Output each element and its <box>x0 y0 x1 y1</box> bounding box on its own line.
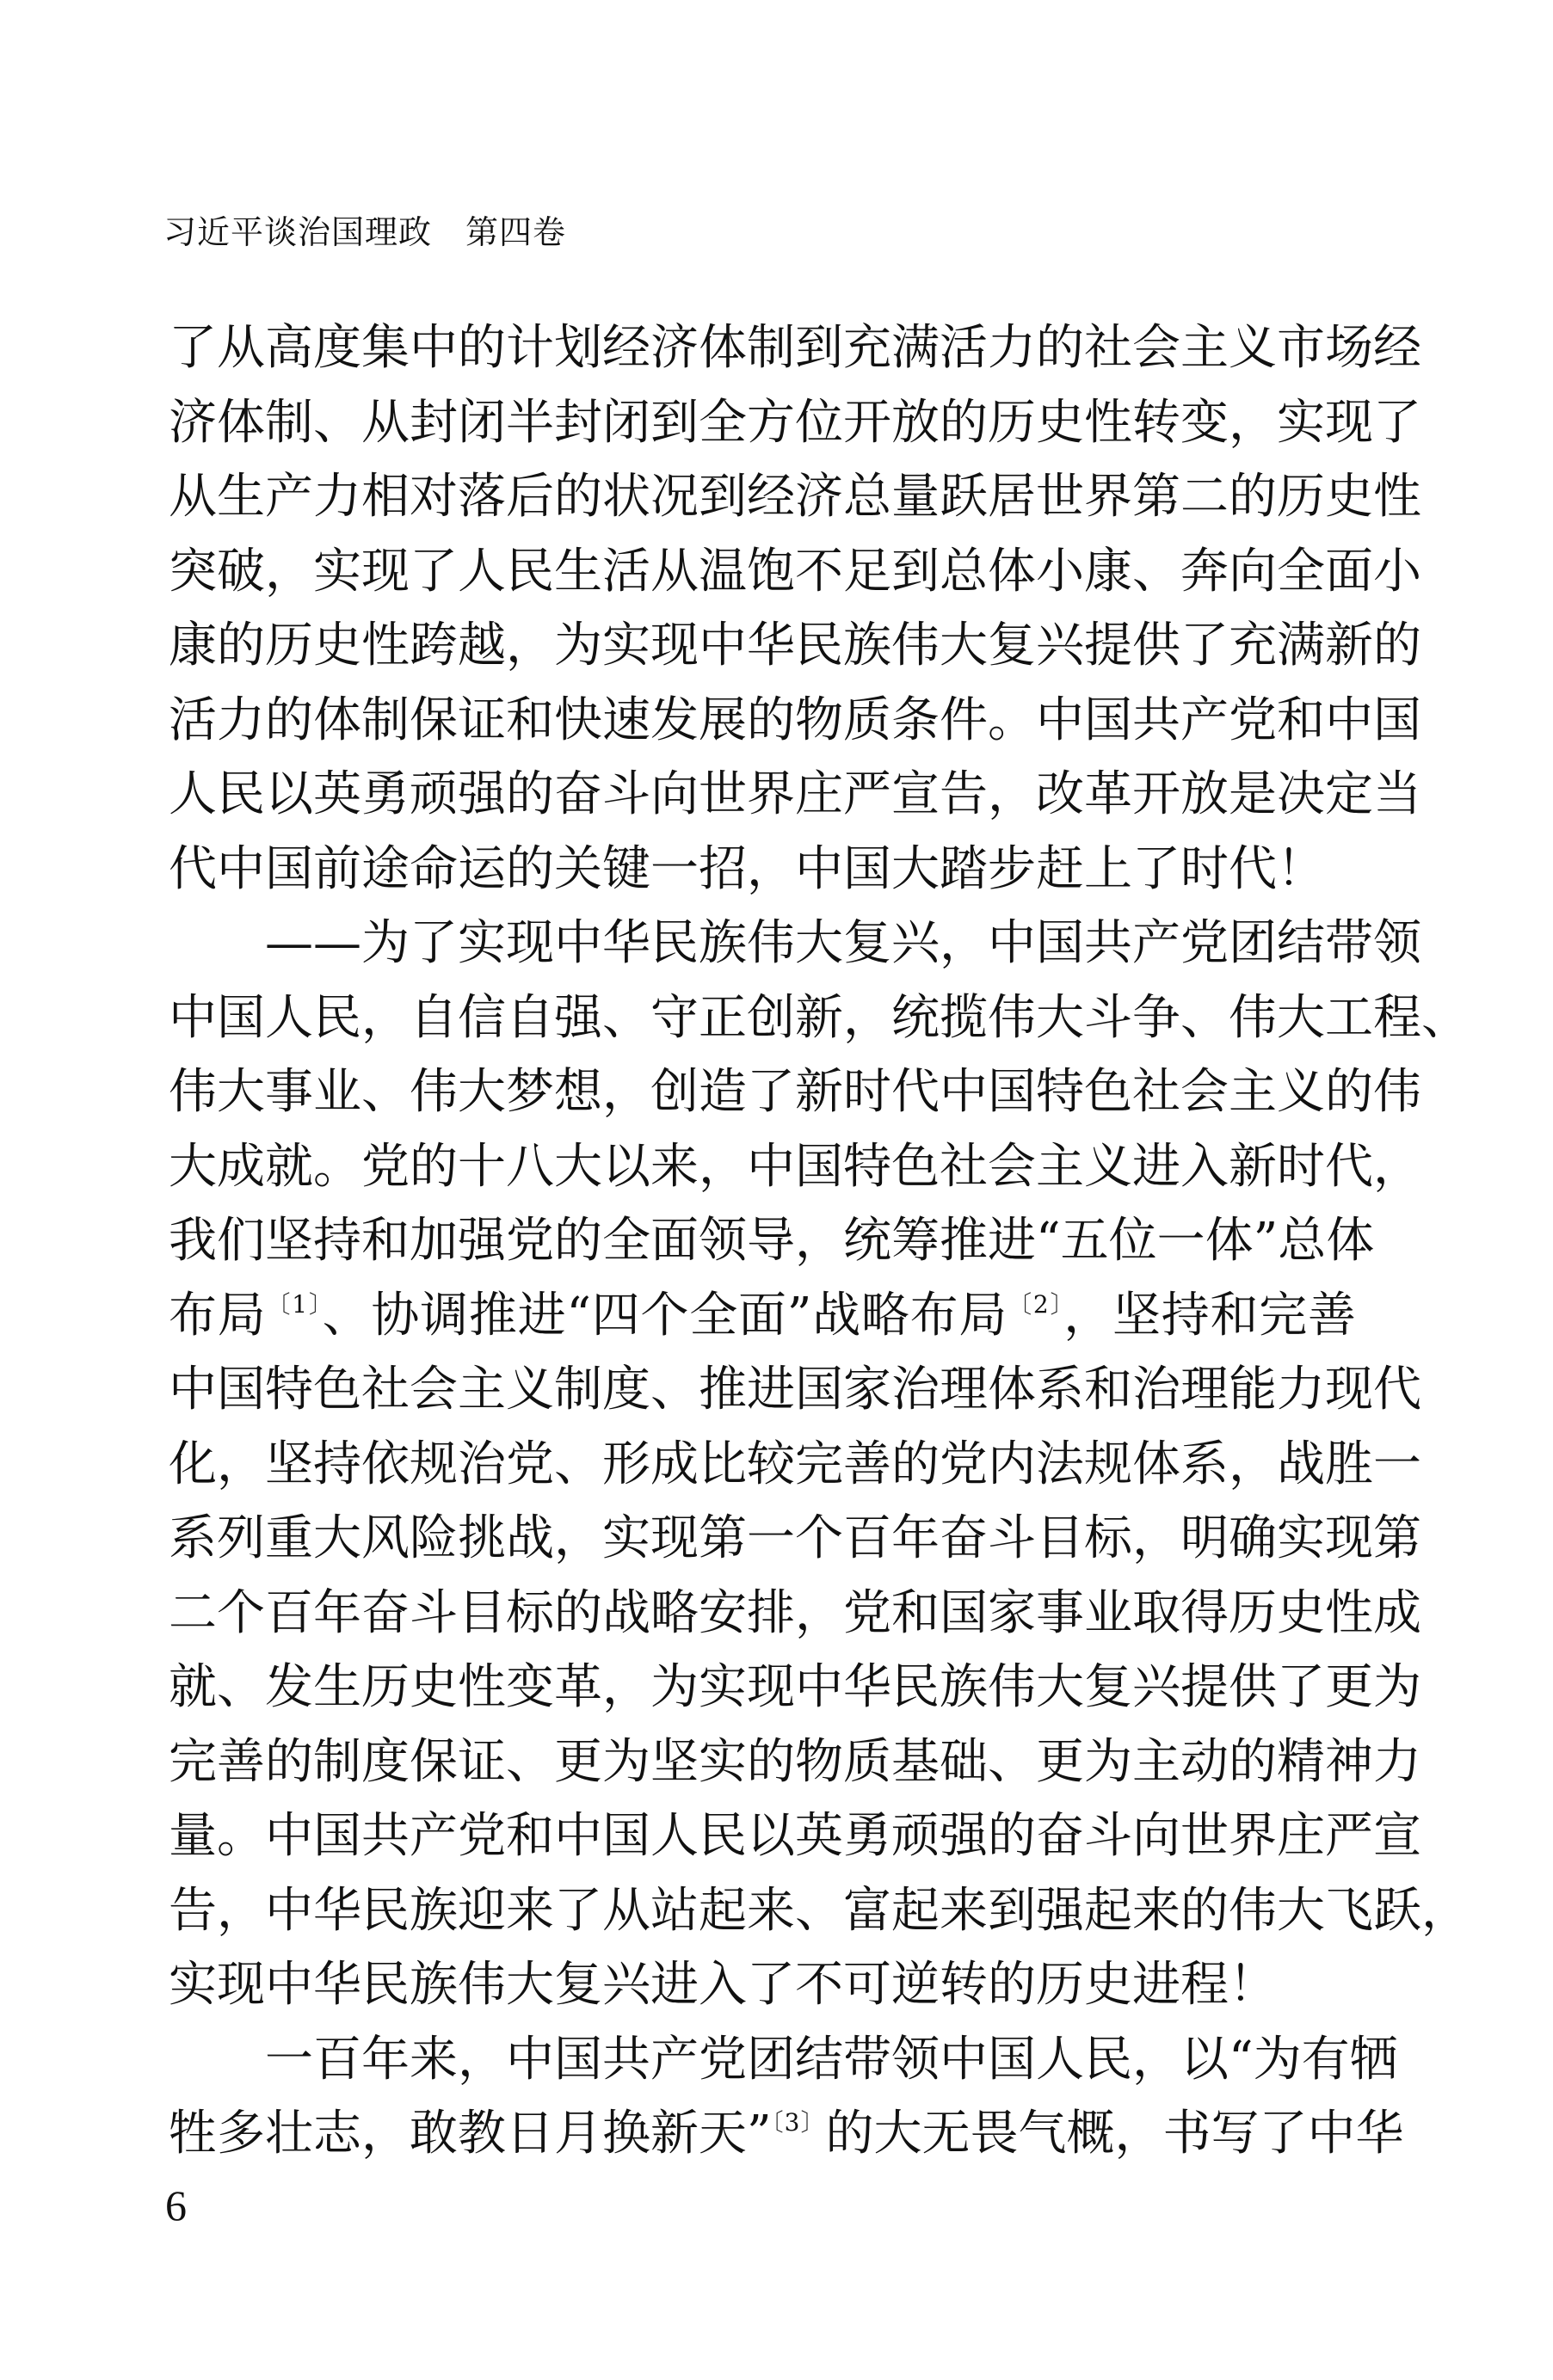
text-segment: 、协调推进“四个全面”战略布局 <box>322 1287 1008 1344</box>
text-line: 化，坚持依规治党、形成比较完善的党内法规体系，战胜一 <box>169 1436 1421 1492</box>
text-line: 康的历史性跨越，为实现中华民族伟大复兴提供了充满新的 <box>169 618 1421 673</box>
text-line: 中国人民，自信自强、守正创新，统揽伟大斗争、伟大工程、 <box>169 989 1470 1046</box>
text-line: 我们坚持和加强党的全面领导，统筹推进“五位一体”总体 <box>169 1213 1375 1269</box>
text-line: 从生产力相对落后的状况到经济总量跃居世界第二的历史性 <box>169 469 1421 525</box>
text-segment: ，坚持和完善 <box>1063 1287 1356 1344</box>
text-line: 突破，实现了人民生活从温饱不足到总体小康、奔向全面小 <box>169 543 1421 600</box>
text-line: 二个百年奋斗目标的战略安排，党和国家事业取得历史性成 <box>169 1584 1421 1641</box>
body-text <box>169 311 1470 2172</box>
page-number: 6 <box>165 2181 187 2229</box>
text-line-with-footnotes <box>169 1279 1356 1354</box>
running-header: 习近平谈治国理政 第四卷 <box>163 213 567 251</box>
text-line: 代中国前途命运的关键一招，中国大踏步赶上了时代！ <box>169 840 1325 897</box>
paragraph-start-line: 一百年来，中国共产党团结带领中国人民，以“为有牺 <box>265 2031 1398 2088</box>
text-segment: 布局 <box>169 1287 267 1344</box>
text-line: 量。中国共产党和中国人民以英勇顽强的奋斗向世界庄严宣 <box>169 1808 1421 1864</box>
text-line: 就、发生历史性变革，为实现中华民族伟大复兴提供了更为 <box>169 1659 1421 1715</box>
text-line: 人民以英勇顽强的奋斗向世界庄严宣告，改革开放是决定当 <box>169 766 1421 822</box>
text-line: 中国特色社会主义制度、推进国家治理体系和治理能力现代 <box>169 1362 1421 1418</box>
text-line: 伟大事业、伟大梦想，创造了新时代中国特色社会主义的伟 <box>169 1064 1421 1120</box>
paragraph-start-line: ——为了实现中华民族伟大复兴，中国共产党团结带领 <box>265 915 1421 971</box>
text-line: 告，中华民族迎来了从站起来、富起来到强起来的伟大飞跃， <box>169 1882 1470 1939</box>
text-line: 完善的制度保证、更为坚实的物质基础、更为主动的精神力 <box>169 1733 1421 1790</box>
text-line: 活力的体制保证和快速发展的物质条件。中国共产党和中国 <box>169 692 1421 748</box>
footnote-marker: 〔3〕 <box>771 2108 826 2137</box>
text-line: 系列重大风险挑战，实现第一个百年奋斗目标，明确实现第 <box>169 1510 1421 1566</box>
text-line: 实现中华民族伟大复兴进入了不可逆转的历史进程！ <box>169 1957 1277 2013</box>
text-line: 大成就。党的十八大以来，中国特色社会主义进入新时代， <box>169 1138 1421 1195</box>
text-segment: 牲多壮志，敢教日月换新天” <box>169 2106 772 2162</box>
text-line: 济体制、从封闭半封闭到全方位开放的历史性转变，实现了 <box>169 394 1421 451</box>
footnote-marker: 〔1〕 <box>266 1289 323 1319</box>
text-segment: 的大无畏气概，书写了中华 <box>825 2106 1404 2162</box>
footnote-marker: 〔2〕 <box>1008 1289 1064 1319</box>
text-line: 了从高度集中的计划经济体制到充满活力的社会主义市场经 <box>169 320 1421 376</box>
text-line-with-footnotes <box>169 2097 1404 2172</box>
